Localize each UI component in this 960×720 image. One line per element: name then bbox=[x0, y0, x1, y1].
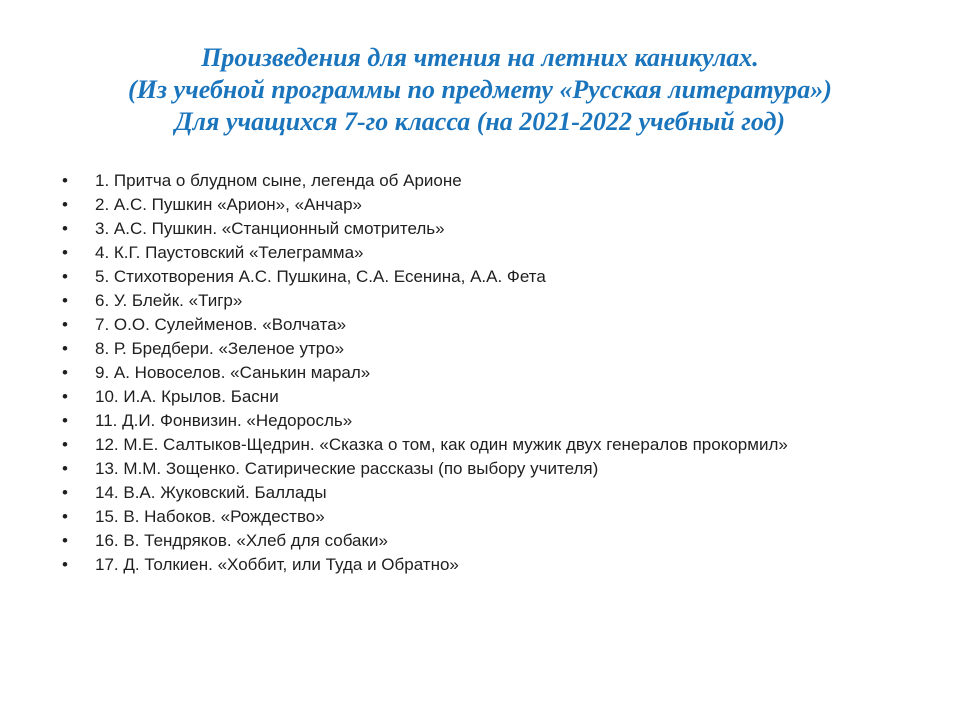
list-item bbox=[62, 529, 922, 553]
list-item bbox=[62, 385, 922, 409]
list-item bbox=[62, 433, 922, 457]
list-item bbox=[62, 505, 922, 529]
bullet-icon: • bbox=[62, 291, 68, 310]
list-item-text: 16. В. Тендряков. «Хлеб для собаки» bbox=[95, 531, 388, 550]
list-item-text: 6. У. Блейк. «Тигр» bbox=[95, 291, 243, 310]
bullet-icon: • bbox=[62, 195, 68, 214]
bullet-icon: • bbox=[62, 387, 68, 406]
bullet-icon: • bbox=[62, 435, 68, 454]
list-item bbox=[62, 265, 922, 289]
bullet-icon: • bbox=[62, 531, 68, 550]
list-item-text: 15. В. Набоков. «Рождество» bbox=[95, 507, 325, 526]
slide-title bbox=[0, 42, 960, 138]
bullet-icon: • bbox=[62, 555, 68, 574]
list-item-text: 11. Д.И. Фонвизин. «Недоросль» bbox=[95, 411, 353, 430]
list-item bbox=[62, 361, 922, 385]
list-item-text: 13. М.М. Зощенко. Сатирические рассказы (по выбору учителя) bbox=[95, 459, 599, 478]
list-item bbox=[62, 337, 922, 361]
list-item bbox=[62, 217, 922, 241]
list-item bbox=[62, 169, 922, 193]
list-item-text: 5. Стихотворения А.С. Пушкина, С.А. Есенина, А.А. Фета bbox=[95, 267, 546, 286]
list-item-text: 8. Р. Бредбери. «Зеленое утро» bbox=[95, 339, 345, 358]
bullet-icon: • bbox=[62, 315, 68, 334]
bullet-icon: • bbox=[62, 459, 68, 478]
title-line-1: Произведения для чтения на летних каникулах. bbox=[201, 43, 759, 72]
bullet-icon: • bbox=[62, 171, 68, 190]
list-item-text: 1. Притча о блудном сыне, легенда об Арионе bbox=[95, 171, 462, 190]
list-item-text: 14. В.А. Жуковский. Баллады bbox=[95, 483, 327, 502]
reading-list bbox=[62, 169, 922, 577]
list-item bbox=[62, 313, 922, 337]
bullet-icon: • bbox=[62, 363, 68, 382]
list-item bbox=[62, 553, 922, 577]
list-item bbox=[62, 289, 922, 313]
bullet-icon: • bbox=[62, 267, 68, 286]
list-item bbox=[62, 481, 922, 505]
list-item-text: 4. К.Г. Паустовский «Телеграмма» bbox=[95, 243, 364, 262]
list-item bbox=[62, 457, 922, 481]
list-item-text: 17. Д. Толкиен. «Хоббит, или Туда и Обратно» bbox=[95, 555, 459, 574]
bullet-icon: • bbox=[62, 243, 68, 262]
bullet-icon: • bbox=[62, 507, 68, 526]
list-item-text: 9. А. Новоселов. «Санькин марал» bbox=[95, 363, 371, 382]
bullet-icon: • bbox=[62, 339, 68, 358]
bullet-icon: • bbox=[62, 411, 68, 430]
bullet-icon: • bbox=[62, 219, 68, 238]
title-line-2: (Из учебной программы по предмету «Русская литература») bbox=[128, 75, 832, 104]
list-item-text: 10. И.А. Крылов. Басни bbox=[95, 387, 279, 406]
list-item bbox=[62, 193, 922, 217]
list-item-text: 12. М.Е. Салтыков-Щедрин. «Сказка о том, как один мужик двух генералов прокормил» bbox=[95, 435, 788, 454]
title-line-3: Для учащихся 7-го класса (на 2021-2022 учебный год) bbox=[174, 107, 786, 136]
list-item-text: 3. А.С. Пушкин. «Станционный смотритель» bbox=[95, 219, 445, 238]
list-item bbox=[62, 241, 922, 265]
list-item bbox=[62, 409, 922, 433]
bullet-icon: • bbox=[62, 483, 68, 502]
list-item-text: 2. А.С. Пушкин «Арион», «Анчар» bbox=[95, 195, 362, 214]
list-item-text: 7. О.О. Сулейменов. «Волчата» bbox=[95, 315, 347, 334]
